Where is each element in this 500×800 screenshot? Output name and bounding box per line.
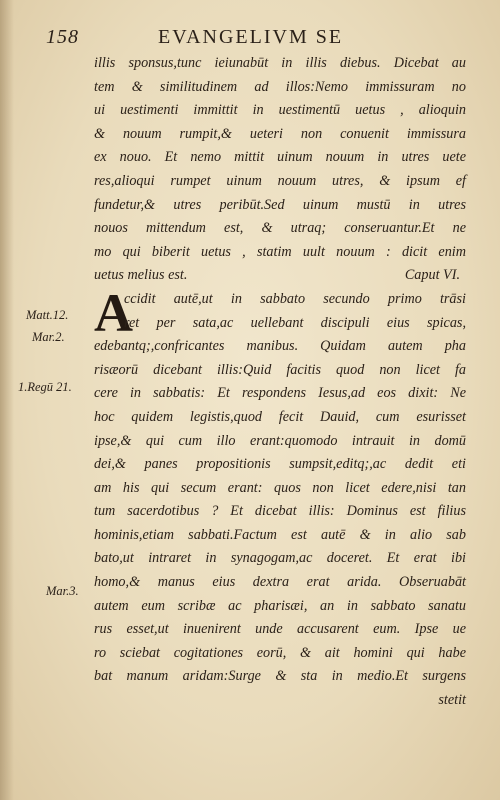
text-line: mo qui biberit uetus , statim uult nouum : dicit enim (94, 243, 466, 260)
text-line: res,alioqui rumpet uinum nouum utres, & ipsum ef (94, 172, 466, 189)
text-line: fundetur,& utres peribūt.Sed uinum mustū in utres (94, 196, 466, 213)
text-line: ui uestimenti immittit in uestimentū uetus , alioquin (94, 102, 466, 119)
margin-note-mark-2: Mar.2. (32, 330, 65, 344)
page-header (0, 24, 500, 50)
running-head: EVANGELIVM SE (158, 26, 344, 48)
page-number: 158 (46, 26, 79, 48)
text-line: autem eum scribæ ac pharisæi, an in sabbato sanatu (94, 597, 466, 614)
chapter-heading: Caput VI. (404, 267, 460, 284)
chapter-start-line (94, 264, 466, 288)
text-line: risæorū dicebant illis:Quid facitis quod non licet fa (94, 361, 466, 378)
text-line-content: ccidit autē,ut in sabbato secundo primo trāsi (124, 290, 466, 307)
text-line: dei,& panes propositionis sumpsit,editq;,ac dedit eti (94, 456, 466, 473)
text-line: edebantq;,confricantes manibus. Quidam autem pha (94, 338, 466, 355)
text-line: am his qui secum erant: quos non licet edere,nisi tan (94, 479, 466, 496)
text-line: hominis,etiam sabbati.Factum est autē & in alio sab (94, 526, 466, 543)
text-line: rus esset,ut inuenirent unde accusarent eum. Ipse ue (94, 621, 466, 638)
text-line: & nouum rumpit,& ueteri non conuenit immissura (94, 125, 466, 142)
text-line: bat manum aridam:Surge & sta in medio.Et surgens (94, 668, 466, 685)
text-line: ex nouo. Et nemo mittit uinum nouum in utres uete (94, 149, 466, 166)
text-line: nouos mittendum est, & utraq; conseruantur.Et ne (94, 220, 466, 237)
drop-cap-initial: A (94, 282, 133, 343)
text-line: tum sacerdotibus ? Et dicebat illis: Dominus est filius (94, 503, 466, 520)
text-line: homo,& manus eius dextra erat arida. Obseruabāt (94, 574, 466, 591)
text-line: tem & similitudinem ad illos:Nemo immissuram no (94, 78, 466, 95)
margin-note-kings: 1.Regū 21. (18, 380, 72, 394)
text-line: bato,ut intraret in synagogam,ac doceret. Et erat ibi (94, 550, 466, 567)
margin-note-mark-3: Mar.3. (46, 584, 79, 598)
text-line-content: ret per sata,ac uellebant discipuli eius spicas, (124, 314, 466, 331)
text-line: ro sciebat cogitationes eorū, & ait homini qui habe (94, 644, 466, 661)
catchword: stetit (438, 692, 466, 709)
margin-note-matthew: Matt.12. (26, 308, 69, 322)
text-line: ipse,& qui cum illo erant:quomodo intrauit in domū (94, 432, 466, 449)
text-line: illis sponsus,tunc ieiunabūt in illis diebus. Dicebat au (94, 55, 466, 71)
text-line-end: uetus melius est. (94, 267, 188, 284)
text-line: hoc quidem legistis,quod fecit Dauid, cum esurisset (94, 408, 466, 425)
text-line (94, 312, 466, 336)
body-text (94, 52, 466, 713)
page-gutter-shadow (0, 0, 14, 800)
text-line: cere in sabbatis: Et respondens Iesus,ad eos dixit: Ne (94, 385, 466, 402)
